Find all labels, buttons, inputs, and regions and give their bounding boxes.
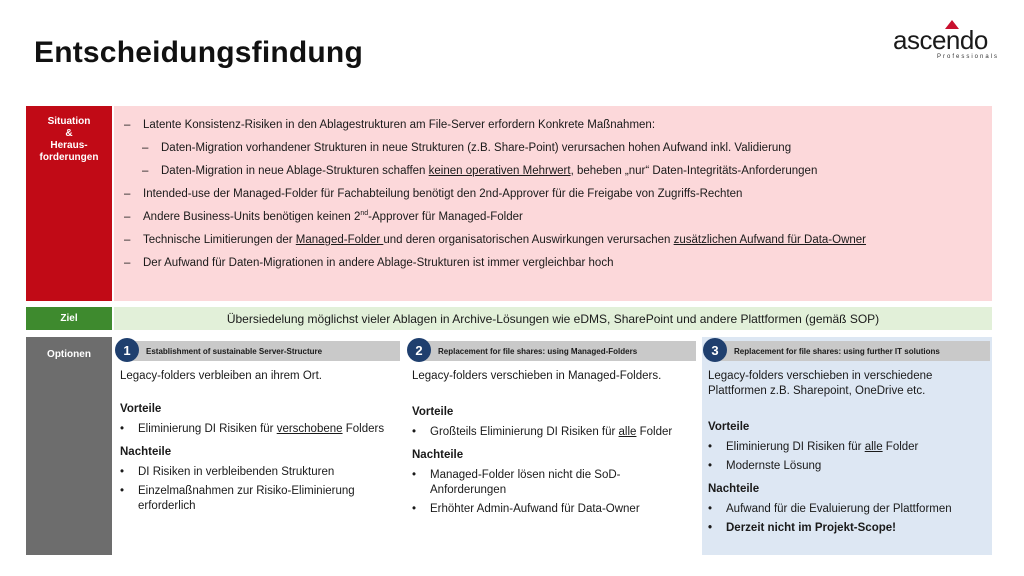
list-item-text: Derzeit nicht im Projekt-Scope! [726, 522, 896, 534]
bullet-marker: • [708, 522, 713, 534]
text-part: Daten-Migration in neue Ablage-Strukturen schaffen [161, 165, 429, 177]
bullet-marker: • [120, 423, 125, 435]
optionen-label [26, 337, 112, 555]
situation-text: Latente Konsistenz-Risiken in den Ablagestrukturen am File-Server erfordern Konkrete Maßnahmen: [143, 119, 656, 131]
logo-tagline: Professionals [937, 54, 1000, 60]
bullet-marker: • [708, 460, 713, 472]
nachteile-heading: Nachteile [120, 446, 172, 458]
option-body [120, 369, 394, 518]
situation-text: Der Aufwand für Daten-Migrationen in andere Ablage-Strukturen ist immer vergleichbar hoch [143, 257, 614, 269]
dash-marker: – [124, 234, 131, 246]
situation-text [143, 229, 866, 252]
list-item [120, 422, 394, 437]
list-item [708, 502, 984, 517]
situation-text [161, 160, 817, 183]
bullet-marker: • [708, 441, 713, 453]
list-item [120, 484, 394, 514]
underlined-text: alle [618, 426, 637, 438]
list-item-text: Einzelmaßnahmen zur Risiko-Eliminierung erforderlich [138, 485, 355, 512]
list-item [708, 440, 984, 455]
text-part: -Approver für Managed-Folder [368, 211, 523, 223]
bullet-marker: • [412, 503, 417, 515]
situation-item [124, 114, 982, 137]
list-item-text [726, 440, 918, 455]
situation-text: Daten-Migration vorhandener Strukturen in neue Strukturen (z.B. Share-Point) verursachen hohen Aufwand inkl. Validierung [161, 142, 792, 154]
situation-text: Intended-use der Managed-Folder für Fachabteilung benötigt den 2nd-Approver für die Freigabe von Zugriffs-Rechten [143, 188, 743, 200]
situation-item [124, 183, 982, 206]
situation-subitem [124, 160, 982, 183]
ziel-label [26, 307, 112, 330]
situation-content [114, 106, 992, 301]
option-1 [114, 337, 402, 555]
text-part: , beheben „nur“ Daten-Integritäts-Anforderungen [570, 165, 818, 177]
underlined-text: alle [864, 441, 883, 453]
bullet-marker: • [412, 469, 417, 481]
dash-marker: – [124, 257, 131, 269]
text-part: Großteils Eliminierung DI Risiken für [430, 426, 619, 438]
situation-label-line: Situation [47, 116, 91, 127]
situation-label-line: Heraus- [50, 140, 88, 151]
vorteile-heading: Vorteile [412, 406, 454, 418]
option-body [412, 369, 690, 521]
list-item-text: DI Risiken in verbleibenden Strukturen [138, 466, 335, 478]
situation-label-line: & [65, 128, 73, 139]
dash-marker: – [142, 142, 149, 154]
company-logo [893, 20, 1003, 62]
list-item-text: Modernste Lösung [726, 460, 822, 472]
list-item-text [138, 422, 384, 437]
bullet-marker: • [412, 426, 417, 438]
option-3 [702, 337, 992, 555]
text-part: Andere Business-Units benötigen keinen 2 [143, 211, 361, 223]
underlined-text: keinen operativen Mehrwert [428, 165, 571, 177]
list-item [412, 468, 690, 498]
underlined-text: verschobene [276, 423, 343, 435]
text-part: Folder [636, 426, 673, 438]
option-header: Establishment of sustainable Server-Structure [126, 341, 400, 361]
list-item [120, 465, 394, 480]
dash-marker: – [142, 165, 149, 177]
superscript: nd [360, 210, 369, 218]
option-intro: Legacy-folders verbleiben an ihrem Ort. [120, 370, 322, 382]
text-part: Eliminierung DI Risiken für [726, 441, 865, 453]
vorteile-heading: Vorteile [708, 421, 750, 433]
situation-text [143, 206, 523, 229]
dash-marker: – [124, 188, 131, 200]
ziel-content [114, 307, 992, 330]
option-number-badge: 3 [703, 338, 727, 362]
ziel-label-text: Ziel [60, 313, 78, 324]
option-header: Replacement for file shares: using further IT solutions [714, 341, 990, 361]
text-part: Folders [342, 423, 385, 435]
ziel-text: Übersiedelung möglichst vieler Ablagen in Archive-Lösungen wie eDMS, SharePoint und andere Plattformen (gemäß SOP) [226, 311, 880, 326]
text-part: Folder [882, 441, 919, 453]
page-title: Entscheidungsfindung [34, 36, 363, 69]
underlined-text: zusätzlichen Aufwand für Data-Owner [673, 234, 867, 246]
logo-wordmark: ascendo [893, 25, 988, 55]
text-part: Technische Limitierungen der [143, 234, 296, 246]
list-item-text: Managed-Folder lösen nicht die SoD-Anforderungen [430, 469, 621, 496]
list-item [412, 502, 690, 517]
dash-marker: – [124, 119, 131, 131]
situation-item [124, 252, 982, 275]
list-item-text: Aufwand für die Evaluierung der Plattformen [726, 503, 952, 515]
nachteile-heading: Nachteile [708, 483, 760, 495]
situation-item [124, 229, 982, 252]
text-part: und deren organisatorischen Auswirkungen verursachen [383, 234, 674, 246]
list-item-text [430, 425, 672, 440]
option-intro: Legacy-folders verschieben in Managed-Folders. [412, 370, 662, 382]
vorteile-heading: Vorteile [120, 403, 162, 415]
option-header: Replacement for file shares: using Managed-Folders [418, 341, 696, 361]
situation-subitem [124, 137, 982, 160]
situation-label [26, 106, 112, 301]
option-2 [406, 337, 698, 555]
optionen-label-text: Optionen [47, 349, 91, 360]
option-body [708, 369, 984, 540]
bullet-marker: • [120, 485, 125, 497]
dash-marker: – [124, 211, 131, 223]
text-part: Eliminierung DI Risiken für [138, 423, 277, 435]
option-number-badge: 2 [407, 338, 431, 362]
option-number-badge: 1 [115, 338, 139, 362]
list-item [412, 425, 690, 440]
option-intro: Legacy-folders verschieben in verschiedene Plattformen z.B. Sharepoint, OneDrive etc. [708, 370, 933, 397]
list-item [708, 521, 984, 536]
situation-label-line: forderungen [39, 152, 99, 163]
bullet-marker: • [120, 466, 125, 478]
nachteile-heading: Nachteile [412, 449, 464, 461]
list-item-text: Erhöhter Admin-Aufwand für Data-Owner [430, 503, 640, 515]
situation-item [124, 206, 982, 229]
list-item [708, 459, 984, 474]
bullet-marker: • [708, 503, 713, 515]
underlined-text: Managed-Folder [295, 234, 384, 246]
